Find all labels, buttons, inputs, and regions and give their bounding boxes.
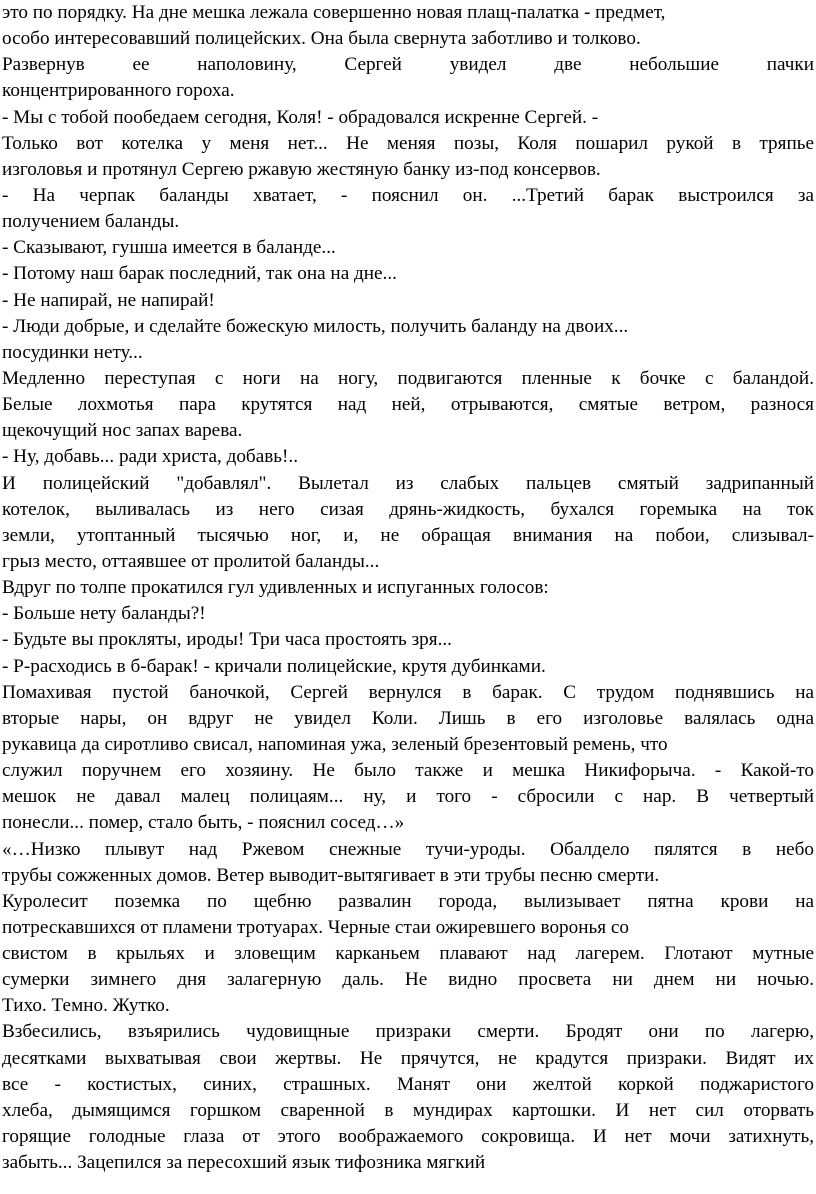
text-line: - Не напирай, не напирай! xyxy=(2,289,215,311)
text-line: Медленно переступая с ноги на ногу, подвигаются пленные к бочке с баландой. xyxy=(2,367,814,389)
text-line: Взбесились, взъярились чудовищные призраки смерти. Бродят они по лагерю, xyxy=(2,1021,814,1043)
text-line: посудинки нету... xyxy=(2,341,143,363)
text-line: Вдруг по толпе прокатился гул удивленных и испуганных голосов: xyxy=(2,577,549,599)
text-line: служил поручнем его хозяину. Не было также и мешка Никифорыча. - Какой-то xyxy=(2,760,814,782)
text-line: - Больше нету баланды?! xyxy=(2,603,206,625)
text-line: - Ну, добавь... ради христа, добавь!.. xyxy=(2,446,299,468)
text-line: Развернув ее наполовину, Сергей увидел две небольшие пачки xyxy=(2,54,814,76)
text-line: концентрированного гороха. xyxy=(2,80,235,102)
text-line: горящие голодные глаза от этого воображаемого сокровища. И нет мочи затихнуть, xyxy=(2,1126,814,1148)
text-line: И полицейский "добавлял". Вылетал из слабых пальцев смятый задрипанный xyxy=(2,472,814,494)
text-line: особо интересовавший полицейских. Она была свернута заботливо и толково. xyxy=(2,28,641,50)
text-line: трубы сожженных домов. Ветер выводит-вытягивает в эти трубы песню смерти. xyxy=(2,864,660,886)
text-line: Только вот котелка у меня нет... Не меняя позы, Коля пошарил рукой в тряпье xyxy=(2,132,814,154)
text-line: все - костистых, синих, страшных. Манят они желтой коркой поджаристого xyxy=(2,1073,814,1095)
text-line: вторые нары, он вдруг не увидел Коли. Лишь в его изголовье валялась одна xyxy=(2,707,814,729)
text-line: рукавица да сиротливо свисал, напоминая ужа, зеленый брезентовый ремень, что xyxy=(2,733,668,755)
text-line: свистом в крыльях и зловещим карканьем плавают над лагерем. Глотают мутные xyxy=(2,943,814,965)
document-text xyxy=(2,0,814,1176)
text-line: земли, утоптанный тысячью ног, и, не обращая внимания на побои, слизывал- xyxy=(2,524,814,546)
text-line: изголовья и протянул Сергею ржавую жестяную банку из-под консервов. xyxy=(2,158,601,180)
text-line: это по порядку. На дне мешка лежала совершенно новая плащ-палатка - предмет, xyxy=(2,2,666,23)
text-line: понесли... помер, стало быть, - пояснил сосед…» xyxy=(2,812,405,834)
text-line: «…Низко плывут над Ржевом снежные тучи-уроды. Обалдело пялятся в небо xyxy=(2,838,814,860)
text-line: потрескавшихся от пламени тротуарах. Черные стаи ожиревшего воронья со xyxy=(2,916,629,938)
text-line: щекочущий нос запах варева. xyxy=(2,420,243,442)
text-line: - Р-расходись в б-барак! - кричали полицейские, крутя дубинками. xyxy=(2,655,546,677)
text-line: Белые лохмотья пара крутятся над ней, отрываются, смятые ветром, разнося xyxy=(2,394,814,416)
text-line: - На черпак баланды хватает, - пояснил он. ...Третий барак выстроился за xyxy=(2,184,814,206)
text-line: хлеба, дымящимся горшком сваренной в мундирах картошки. И нет сил оторвать xyxy=(2,1099,814,1121)
text-line: Помахивая пустой баночкой, Сергей вернулся в барак. С трудом поднявшись на xyxy=(2,681,814,703)
text-line: - Будьте вы прокляты, ироды! Три часа простоять зря... xyxy=(2,629,452,651)
text-line: - Сказывают, гушша имеется в баланде... xyxy=(2,237,336,259)
text-line: Куролесит поземка по щебню развалин города, вылизывает пятна крови на xyxy=(2,890,814,912)
text-line: Тихо. Темно. Жутко. xyxy=(2,995,170,1017)
text-line: - Мы с тобой пообедаем сегодня, Коля! - обрадовался искренне Сергей. - xyxy=(2,106,599,128)
text-line: грыз место, оттаявшее от пролитой баланды... xyxy=(2,550,380,572)
text-line: сумерки зимнего дня залагерную даль. Не видно просвета ни днем ни ночью. xyxy=(2,969,814,991)
text-line: - Люди добрые, и сделайте божескую милость, получить баланду на двоих... xyxy=(2,315,629,337)
text-line: - Потому наш барак последний, так она на дне... xyxy=(2,263,397,285)
text-line: забыть... Зацепился за пересохший язык тифозника мягкий xyxy=(2,1152,486,1174)
text-line: получением баланды. xyxy=(2,211,180,233)
text-line: котелок, выливалась из него сизая дрянь-жидкость, бухался горемыка на ток xyxy=(2,498,814,520)
text-line: мешок не давал малец полицаям... ну, и того - сбросили с нар. В четвертый xyxy=(2,786,814,808)
text-line: десятками выхватывая свои жертвы. Не прячутся, не крадутся призраки. Видят их xyxy=(2,1047,814,1069)
